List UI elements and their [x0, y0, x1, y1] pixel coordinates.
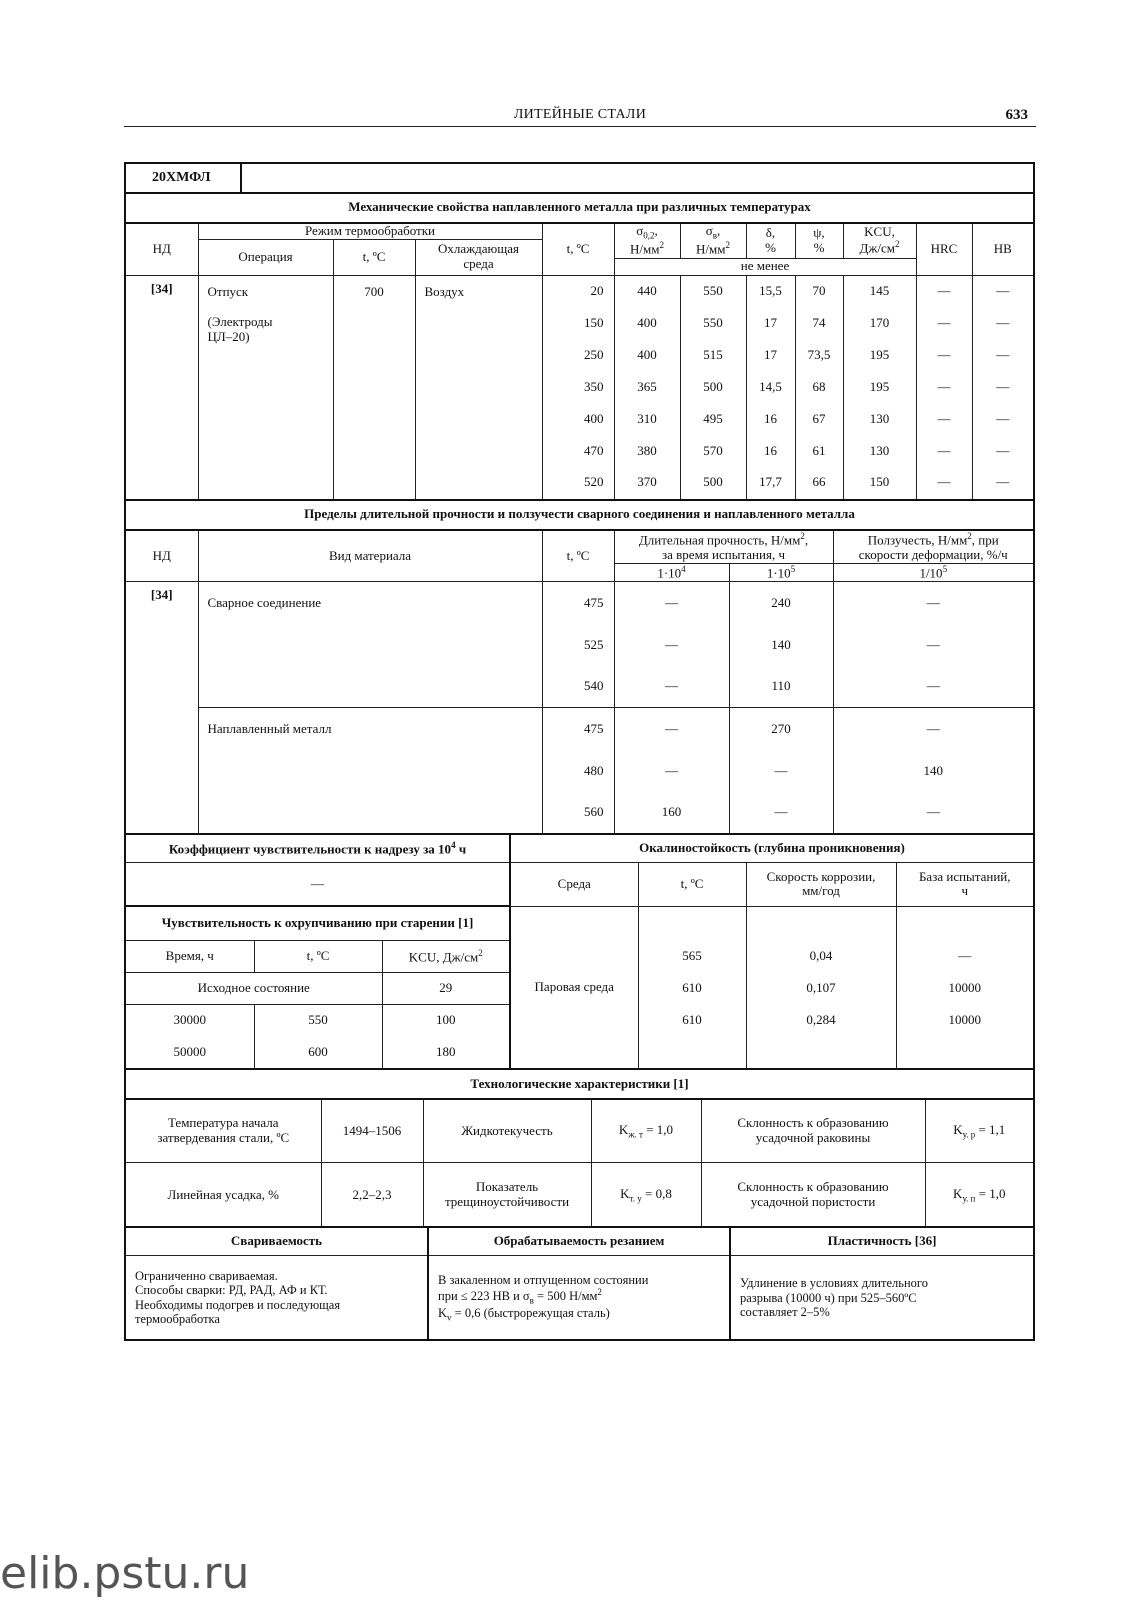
tech-shrink-cavity-value: $K_{у. р} = 1,1$ — [925, 1099, 1033, 1163]
mech-delta: 14,5 — [746, 371, 795, 403]
mech-hb: — — [972, 339, 1033, 371]
scale-head-rate: Скорость коррозии, мм/год — [746, 862, 896, 906]
mech-s02: 370 — [614, 467, 680, 499]
mech-sb: 550 — [680, 275, 746, 307]
mech-psi: 73,5 — [795, 339, 843, 371]
tech-crack-value: $K_{т. у} = 0,8$ — [591, 1163, 701, 1227]
creep-long-1e5: — — [729, 750, 833, 792]
aging-kcu: 100 — [382, 1004, 510, 1036]
mech-s02: 310 — [614, 403, 680, 435]
mech-sb: 550 — [680, 307, 746, 339]
mech-head-temp: t, ºC — [542, 223, 614, 276]
creep-material: Наплавленный металл — [198, 708, 542, 834]
mech-section-title: Механические свойства наплавленного металла при различных температурах — [126, 193, 1033, 223]
mech-head-cooling: Охлаждающая среда — [415, 240, 542, 276]
mech-kcu: 170 — [843, 307, 916, 339]
scale-env: Паровая среда — [510, 906, 638, 1068]
weld-title: Свариваемость — [126, 1227, 428, 1255]
mech-head-treat-t: t, ºC — [333, 240, 415, 276]
aging-head-time: Время, ч — [126, 940, 254, 972]
creep-limit: — — [833, 624, 1033, 666]
scale-base: 10000 — [896, 1004, 1033, 1036]
mech-hb: — — [972, 371, 1033, 403]
aging-time: 50000 — [126, 1036, 254, 1068]
creep-long-1e5: 240 — [729, 582, 833, 624]
mech-nd: [34] — [126, 275, 198, 499]
mech-head-mode: Режим термообработки — [198, 223, 542, 240]
mech-hrc: — — [916, 371, 972, 403]
mech-hb: — — [972, 467, 1033, 499]
creep-nd: [34] — [126, 582, 198, 834]
creep-long-1e5: 270 — [729, 708, 833, 750]
mech-sb: 515 — [680, 339, 746, 371]
creep-long-1e4: — — [614, 708, 729, 750]
creep-head-material: Вид материала — [198, 530, 542, 582]
creep-long-1e5: 140 — [729, 624, 833, 666]
tech-fluidity-label: Жидкотекучесть — [423, 1099, 591, 1163]
watermark: elib.pstu.ru — [0, 1548, 250, 1599]
mech-temp: 350 — [542, 371, 614, 403]
creep-temp: 475 — [542, 708, 614, 750]
mech-delta: 17 — [746, 307, 795, 339]
scale-head-base: База испытаний, ч — [896, 862, 1033, 906]
mech-kcu: 130 — [843, 435, 916, 467]
creep-long-1e5: 110 — [729, 666, 833, 708]
mechanical-properties-table — [126, 192, 1033, 500]
mech-psi: 70 — [795, 275, 843, 307]
creep-temp: 540 — [542, 666, 614, 708]
scale-head-temp: t, ºC — [638, 862, 746, 906]
mech-sb: 500 — [680, 371, 746, 403]
grade-label: 20ХМФЛ — [126, 164, 241, 192]
aging-head-kcu: KCU, $Дж/см^2$ — [382, 940, 510, 972]
creep-temp: 560 — [542, 792, 614, 834]
mech-kcu: 145 — [843, 275, 916, 307]
mech-hb: — — [972, 403, 1033, 435]
machining-title: Обрабатываемость резанием — [428, 1227, 730, 1255]
tech-linear-shrink-label: Линейная усадка, % — [126, 1163, 321, 1227]
scale-rate: 0,04 — [746, 940, 896, 972]
mech-temp: 470 — [542, 435, 614, 467]
scale-head-env: Среда — [510, 862, 638, 906]
mech-psi: 74 — [795, 307, 843, 339]
creep-limit: — — [833, 582, 1033, 624]
mech-head-hb: HB — [972, 223, 1033, 276]
mech-hb: — — [972, 435, 1033, 467]
steel-datasheet — [124, 162, 1035, 1341]
creep-head-nd: НД — [126, 530, 198, 582]
creep-head-rate: $1/10^5$ — [833, 564, 1033, 582]
tech-crack-label: Показатель трещиноустойчивости — [423, 1163, 591, 1227]
mech-hrc: — — [916, 435, 972, 467]
mech-psi: 68 — [795, 371, 843, 403]
tech-porosity-label: Склонность к образованию усадочной пористости — [701, 1163, 925, 1227]
scale-rate: 0,107 — [746, 972, 896, 1004]
aging-kcu: 180 — [382, 1036, 510, 1068]
mech-psi: 61 — [795, 435, 843, 467]
mech-temp: 20 — [542, 275, 614, 307]
tech-solidus-label: Температура начала затвердевания стали, ºC — [126, 1099, 321, 1163]
mech-head-psi: ψ, % — [795, 223, 843, 259]
mech-head-operation: Операция — [198, 240, 333, 276]
creep-limit: — — [833, 708, 1033, 750]
mech-temp: 150 — [542, 307, 614, 339]
mech-hrc: — — [916, 403, 972, 435]
tech-shrink-cavity-label: Склонность к образованию усадочной раковины — [701, 1099, 925, 1163]
mech-s02: 400 — [614, 307, 680, 339]
aging-temp: 600 — [254, 1036, 382, 1068]
mech-head-min: не менее — [614, 258, 916, 275]
creep-limit: 140 — [833, 750, 1033, 792]
creep-head-1e4: $1\cdot 10^4$ — [614, 564, 729, 582]
mech-sb: 570 — [680, 435, 746, 467]
mech-temp: 400 — [542, 403, 614, 435]
notch-scale-aging-table — [126, 833, 1033, 1069]
creep-long-1e4: — — [614, 582, 729, 624]
mech-rows — [126, 275, 1033, 499]
mech-delta: 15,5 — [746, 275, 795, 307]
plasticity-text: Удлинение в условиях длительного разрыва (10000 ч) при 525–560ºC составляет 2–5% — [730, 1255, 1033, 1339]
aging-temp: 550 — [254, 1004, 382, 1036]
creep-temp: 475 — [542, 582, 614, 624]
tech-table — [126, 1068, 1033, 1228]
plasticity-title: Пластичность [36] — [730, 1227, 1033, 1255]
creep-rows — [126, 582, 1033, 834]
scale-rate: 0,284 — [746, 1004, 896, 1036]
mech-s02: 380 — [614, 435, 680, 467]
aging-head-temp: t, ºC — [254, 940, 382, 972]
mech-temp: 520 — [542, 467, 614, 499]
scale-title: Окалиностойкость (глубина проникновения) — [510, 834, 1033, 862]
tech-linear-shrink-value: 2,2–2,3 — [321, 1163, 423, 1227]
mech-hb: — — [972, 275, 1033, 307]
aging-initial-kcu: 29 — [382, 972, 510, 1004]
scale-base: 10000 — [896, 972, 1033, 1004]
mech-delta: 17 — [746, 339, 795, 371]
tech-porosity-value: $K_{у. п} = 1,0$ — [925, 1163, 1033, 1227]
aging-title: Чувствительность к охрупчиванию при старении [1] — [126, 906, 510, 940]
creep-limit: — — [833, 792, 1033, 834]
mech-head-nd: НД — [126, 223, 198, 276]
creep-long-1e5: — — [729, 792, 833, 834]
tech-title: Технологические характеристики [1] — [126, 1069, 1033, 1099]
scale-temp: 610 — [638, 1004, 746, 1036]
creep-head-creep: Ползучесть, $Н/мм^2$, при скорости деформации, %/ч — [833, 530, 1033, 564]
creep-material: Сварное соединение — [198, 582, 542, 708]
notch-value: — — [126, 862, 510, 906]
creep-limit: — — [833, 666, 1033, 708]
page-header — [124, 108, 1036, 127]
mech-delta: 16 — [746, 403, 795, 435]
creep-table — [126, 499, 1033, 835]
mech-psi: 67 — [795, 403, 843, 435]
creep-section-title: Пределы длительной прочности и ползучести сварного соединения и наплавленного металла — [126, 500, 1033, 530]
page-number: 633 — [1005, 107, 1028, 123]
mech-hb: — — [972, 307, 1033, 339]
mech-s02: 440 — [614, 275, 680, 307]
aging-initial: Исходное состояние — [126, 972, 382, 1004]
creep-head-1e5: $1\cdot 10^5$ — [729, 564, 833, 582]
mech-psi: 66 — [795, 467, 843, 499]
mech-head-delta: δ, % — [746, 223, 795, 259]
mech-temp: 250 — [542, 339, 614, 371]
creep-long-1e4: 160 — [614, 792, 729, 834]
mech-hrc: — — [916, 467, 972, 499]
mech-treat-temp: 700 — [333, 275, 415, 499]
creep-long-1e4: — — [614, 666, 729, 708]
mech-sb: 500 — [680, 467, 746, 499]
mech-operation: Отпуск (Электроды ЦЛ–20) — [198, 275, 333, 499]
aging-time: 30000 — [126, 1004, 254, 1036]
creep-head-long-strength: Длительная прочность, $Н/мм^2$, за время испытания, ч — [614, 530, 833, 564]
mech-sb: 495 — [680, 403, 746, 435]
mech-kcu: 130 — [843, 403, 916, 435]
mech-cooling: Воздух — [415, 275, 542, 499]
grade-table — [126, 164, 1033, 193]
scale-temp: 610 — [638, 972, 746, 1004]
running-title: ЛИТЕЙНЫЕ СТАЛИ — [513, 107, 647, 122]
mech-hrc: — — [916, 307, 972, 339]
mech-s02: 365 — [614, 371, 680, 403]
mech-head-hrc: HRC — [916, 223, 972, 276]
creep-long-1e4: — — [614, 624, 729, 666]
mech-kcu: 195 — [843, 339, 916, 371]
creep-temp: 480 — [542, 750, 614, 792]
notch-title: Коэффициент чувствительности к надрезу за $10^4$ ч — [126, 834, 510, 862]
mech-head-kcu: KCU, $Дж/см^2$ — [843, 223, 916, 259]
mech-head-s02: $\sigma_{0,2}$, $Н/мм^2$ — [614, 223, 680, 259]
creep-head-temp: t, ºC — [542, 530, 614, 582]
mech-kcu: 150 — [843, 467, 916, 499]
mech-hrc: — — [916, 275, 972, 307]
mech-s02: 400 — [614, 339, 680, 371]
weld-text: Ограниченно свариваемая. Способы сварки: РД, РАД, АФ и КТ. Необходимы подогрев и последующая термообработка — [126, 1255, 428, 1339]
tech-solidus-value: 1494–1506 — [321, 1099, 423, 1163]
scale-base: — — [896, 940, 1033, 972]
mech-head-sb: $\sigma_в$, $Н/мм^2$ — [680, 223, 746, 259]
mech-delta: 16 — [746, 435, 795, 467]
mech-kcu: 195 — [843, 371, 916, 403]
mech-delta: 17,7 — [746, 467, 795, 499]
bottom-table — [126, 1226, 1033, 1339]
machining-text: В закаленном и отпущенном состоянии при ≤ 223 НВ и $\sigma_в = 500$ $Н/мм^2$ $K_v = 0,6$ (быстрорежущая сталь) — [428, 1255, 730, 1339]
creep-long-1e4: — — [614, 750, 729, 792]
mech-hrc: — — [916, 339, 972, 371]
scale-temp: 565 — [638, 940, 746, 972]
tech-fluidity-value: $K_{ж. т} = 1,0$ — [591, 1099, 701, 1163]
creep-temp: 525 — [542, 624, 614, 666]
